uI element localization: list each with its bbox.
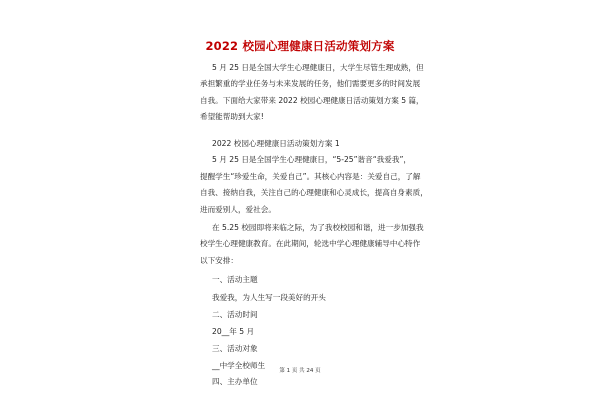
- outline-item: __中学全校师生: [212, 361, 266, 370]
- outline-item: 四、主办单位: [212, 377, 258, 386]
- paragraph-line: 校学生心理健康教育。在此期间，轮选中学心理健康辅导中心特作: [200, 239, 421, 248]
- outline-item: 二、活动时间: [212, 310, 258, 319]
- outline-item: 一、活动主题: [212, 275, 258, 284]
- paragraph-line: 在 5.25 校园即将来临之际，为了我校校园和谐，进一步加强我: [212, 223, 424, 232]
- paragraph-line: 进而爱别人，爱社会。: [200, 205, 276, 214]
- section-heading: 2022 校园心理健康日活动策划方案 1: [212, 139, 340, 148]
- intro-line: 希望能帮助到大家!: [200, 112, 264, 121]
- paragraph-line: 提醒学生“珍爱生命，关爱自己”。其核心内容是：关爱自己，了解: [200, 172, 421, 181]
- paragraph-line: 以下安排：: [200, 256, 238, 265]
- document-title: 2022 校园心理健康日活动策划方案: [205, 39, 395, 53]
- intro-line: 自我。下面给大家带来 2022 校园心理健康日活动策划方案 5 篇，: [200, 96, 424, 105]
- intro-line: 5 月 25 日是全国大学生心理健康日，大学生尽管生理成熟，但: [212, 63, 424, 72]
- paragraph-line: 5 月 25 日是全国学生心理健康日，“5-25”谐音“我爱我”，: [212, 155, 411, 164]
- intro-line: 承担繁重的学业任务与未来发展的任务，他们需要更多的时间发展: [200, 79, 421, 88]
- outline-item: 我爱我，为人生写一段美好的开头: [212, 293, 326, 302]
- outline-item: 三、活动对象: [212, 344, 258, 353]
- page-number-footer: 第 1 页 共 24 页: [279, 368, 321, 374]
- outline-item: 20__年 5 月: [212, 327, 255, 336]
- paragraph-line: 自我、接纳自我，关注自己的心理健康和心灵成长，提高自身素质，: [200, 188, 428, 197]
